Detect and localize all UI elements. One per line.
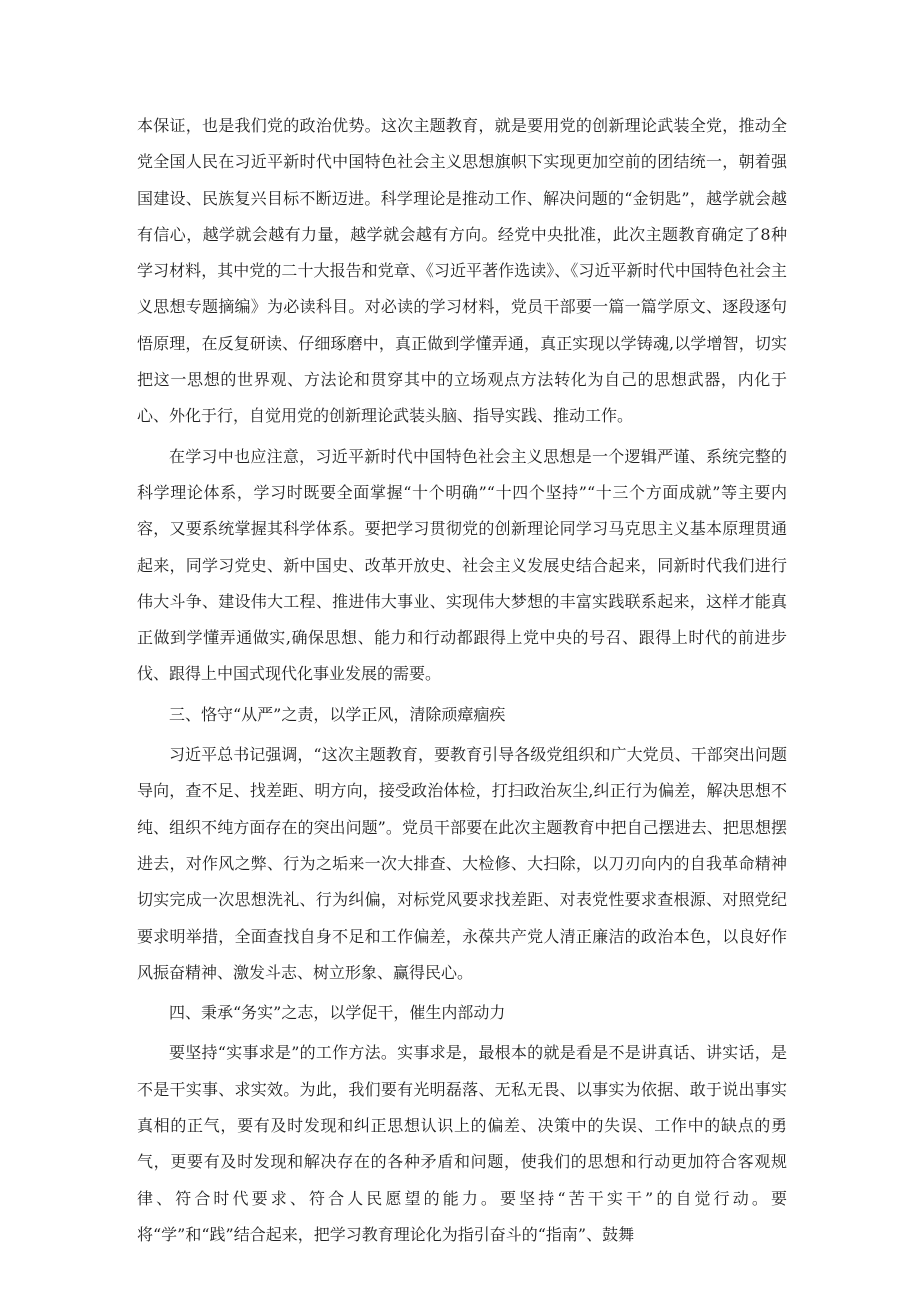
paragraph-section-four: 要坚持“实事求是”的工作方法。实事求是，最根本的就是看是不是讲真话、讲实话，是不是干实事、求实效。为此，我们要有光明磊落、无私无畏、以事实为依据、敢于说出事实真相的正气，要有及时发现和纠正思想认识上的偏差、决策中的失误、工作中的缺点的勇气，更要有及时发现和解决存在的各种矛盾和问题，使我们的思想和行动更加符合客观规律、符合时代要求、符合人民愿望的能力。要坚持“苦干实干”的自觉行动。要将“学”和“践”结合起来，把学习教育理论化为指引奋斗的“指南”、鼓舞 <box>137 1043 787 1244</box>
paragraph-continuation: 本保证，也是我们党的政治优势。这次主题教育，就是要用党的创新理论武装全党，推动全党全国人民在习近平新时代中国特色社会主义思想旗帜下实现更加空前的团结统一，朝着强国建设、民族复兴目标不断迈进。科学理论是推动工作、解决问题的“金钥匙”，越学就会越有信心，越学就会越有力量，越学就会越有方向。经党中央批准，此次主题教育确定了8种学习材料，其中党的二十大报告和党章、《习近平著作选读》、《习近平新时代中国特色社会主义思想专题摘编》为必读科目。对必读的学习材料，党员干部要一篇一篇学原文、逐段逐句悟原理，在反复研读、仔细琢磨中，真正做到学懂弄通，真正实现以学铸魂,以学增智，切实把这一思想的世界观、方法论和贯穿其中的立场观点方法转化为自己的思想武器，内化于心、外化于行，自觉用党的创新理论武装头脑、指导实践、推动工作。 <box>137 116 787 426</box>
document-body <box>137 108 787 1257</box>
section-heading-four: 四、秉承“务实”之志，以学促干，催生内部动力 <box>169 1003 506 1023</box>
paragraph-study-note: 在学习中也应注意，习近平新时代中国特色社会主义思想是一个逻辑严谨、系统完整的科学理论体系，学习时既要全面掌握“十个明确”“十四个坚持”“十三个方面成就”等主要内容，又要系统掌握其科学体系。要把学习贯彻党的创新理论同学习马克思主义基本原理贯通起来，同学习党史、新中国史、改革开放史、社会主义发展史结合起来，同新时代我们进行伟大斗争、建设伟大工程、推进伟大事业、实现伟大梦想的丰富实践联系起来，这样才能真正做到学懂弄通做实,确保思想、能力和行动都跟得上党中央的号召、跟得上时代的前进步伐、跟得上中国式现代化事业发展的需要。 <box>137 446 787 684</box>
section-heading-three: 三、恪守“从严”之责，以学正风，清除顽瘴痼疾 <box>169 704 506 724</box>
paragraph-section-three: 习近平总书记强调，“这次主题教育，要教育引导各级党组织和广大党员、干部突出问题导向，查不足、找差距、明方向，接受政治体检，打扫政治灰尘,纠正行为偏差，解决思想不纯、组织不纯方面存在的突出问题”。党员干部要在此次主题教育中把自己摆进去、把思想摆进去，对作风之弊、行为之垢来一次大排查、大检修、大扫除，以刀刃向内的自我革命精神切实完成一次思想洗礼、行为纠偏，对标党风要求找差距、对表党性要求查根源、对照党纪要求明举措，全面查找自身不足和工作偏差，永葆共产党人清正廉洁的政治本色，以良好作风振奋精神、激发斗志、树立形象、赢得民心。 <box>137 745 787 982</box>
